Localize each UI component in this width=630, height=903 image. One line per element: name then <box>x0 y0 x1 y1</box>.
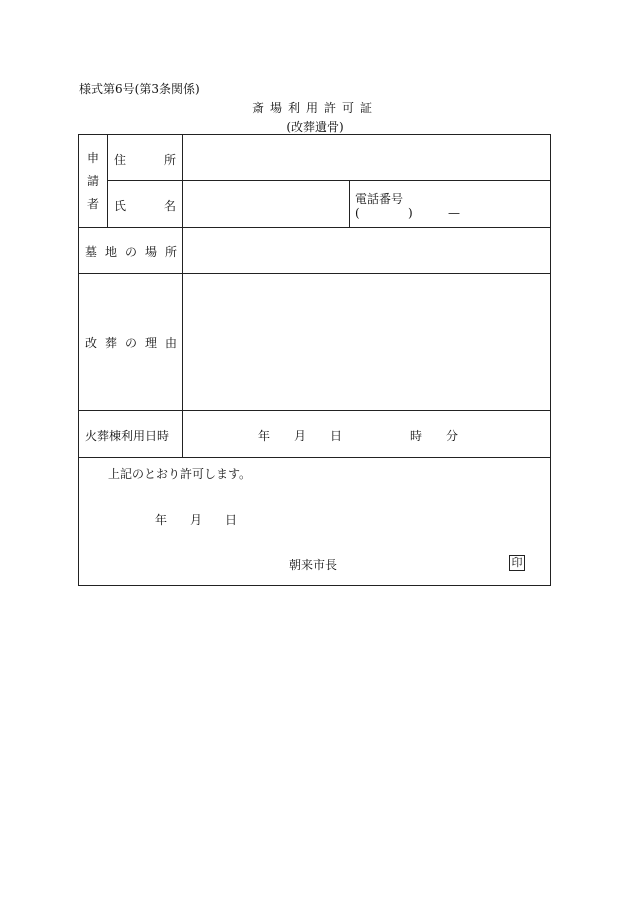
reason-char-3: の <box>124 336 137 350</box>
phone-label: 電話番号 <box>355 192 404 206</box>
reason-field[interactable] <box>183 274 549 409</box>
document-title: 斎場利用許可証 <box>251 101 378 115</box>
grave-char-4: 場 <box>144 245 157 259</box>
form-number: 様式第6号(第3条関係) <box>79 82 200 96</box>
grave-location-field[interactable] <box>183 228 549 272</box>
grave-location-label <box>85 243 177 260</box>
address-label-char-1: 住 <box>114 153 127 167</box>
applicant-char-3: 者 <box>86 196 99 211</box>
address-label <box>114 151 176 168</box>
phone-close-paren: ) <box>408 206 413 220</box>
reason-label <box>85 334 177 351</box>
document-subtitle: (改葬遺骨) <box>286 120 344 134</box>
reason-char-5: 由 <box>164 336 177 350</box>
address-label-char-2: 所 <box>163 153 176 167</box>
seal-mark: 印 <box>509 555 525 571</box>
name-label-char-2: 名 <box>163 199 176 213</box>
name-label <box>114 197 176 214</box>
name-field[interactable] <box>183 181 348 226</box>
permission-statement: 上記のとおり許可します。 <box>108 467 252 481</box>
mayor-title: 朝来市長 <box>289 558 338 572</box>
row-divider-datetime <box>79 457 550 458</box>
grave-char-1: 墓 <box>85 245 98 259</box>
datetime-year-unit: 年 <box>258 429 271 443</box>
col-divider-applicant <box>107 135 108 227</box>
grave-char-3: の <box>124 245 137 259</box>
permit-form-table <box>78 134 551 586</box>
reason-char-1: 改 <box>85 336 98 350</box>
crematorium-datetime-label: 火葬棟利用日時 <box>85 429 170 443</box>
issue-day-unit: 日 <box>225 513 238 527</box>
col-divider-phone <box>349 180 350 227</box>
row-divider-reason <box>79 410 550 411</box>
issue-year-unit: 年 <box>155 513 168 527</box>
grave-char-5: 所 <box>164 245 177 259</box>
datetime-month-unit: 月 <box>294 429 307 443</box>
datetime-minute-unit: 分 <box>446 429 459 443</box>
applicant-char-2: 請 <box>86 173 99 188</box>
name-label-char-1: 氏 <box>114 199 127 213</box>
phone-open-paren: ( <box>355 206 360 220</box>
datetime-hour-unit: 時 <box>410 429 423 443</box>
datetime-day-unit: 日 <box>330 429 343 443</box>
address-field[interactable] <box>183 136 549 179</box>
phone-dash: — <box>448 206 460 220</box>
applicant-char-1: 申 <box>86 150 99 165</box>
reason-char-2: 葬 <box>104 336 117 350</box>
grave-char-2: 地 <box>104 245 117 259</box>
applicant-label <box>79 135 107 227</box>
issue-month-unit: 月 <box>190 513 203 527</box>
reason-char-4: 理 <box>144 336 157 350</box>
